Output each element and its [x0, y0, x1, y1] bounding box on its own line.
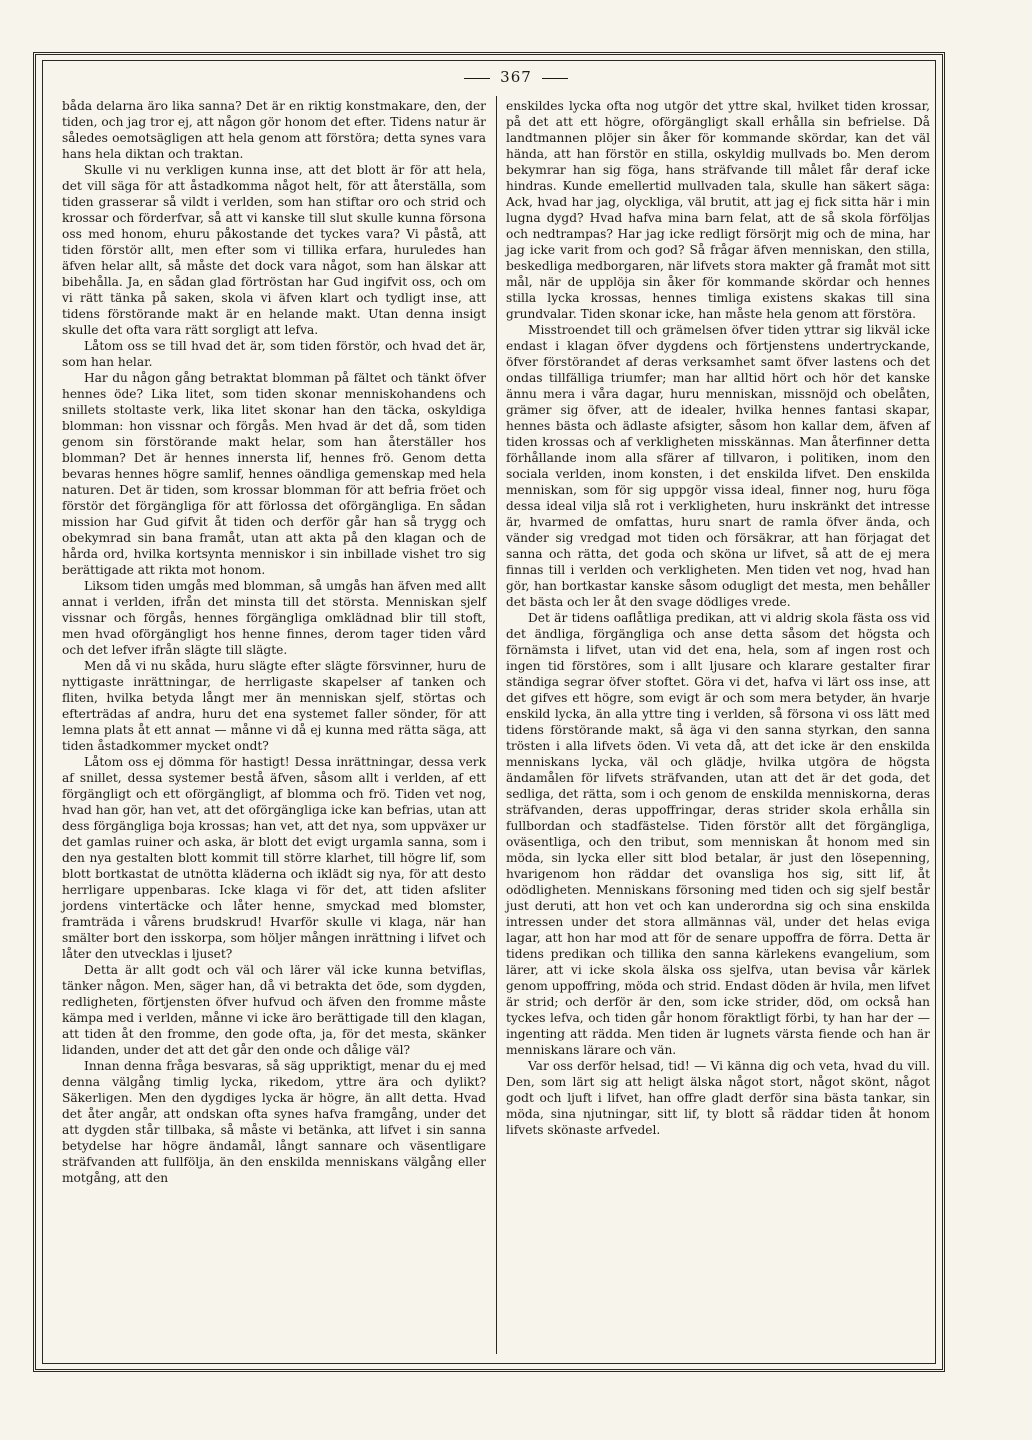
dash-left [464, 78, 490, 79]
paragraph: Var oss derför helsad, tid! — Vi känna dig och veta, hvad du vill. Den, som lärt sig att heligt älska något stort, något skönt, något godt och ljuft i lifvet, han offre gladt derför sina bästa tankar, sin möda, sina njutningar, sitt lif, ty blott så räddar tiden åt honom lifvets skönaste arfvedel. [506, 1059, 930, 1137]
paragraph: Misstroendet till och grämelsen öfver tiden yttrar sig likväl icke endast i klagan öfver dygdens och förtjenstens undertryckande, öfver förstörandet af deras verksamhet samt öfver lastens och det ondas tillfälliga triumfer; man har alltid hört och hör det kanske ännu mera i våra dagar, huru menniskan, missnöjd och obelåten, grämer sig öfver, att de idealer, hvilka hennes fantasi skapar, hennes bästa och ädlaste afsigter, såsom hon kallar dem, äfven af tiden krossas och af verkligheten misskännas. Man återfinner detta förhållande inom alla sfärer af tillvaron, i politiken, inom den sociala verlden, inom konsten, i det enskilda lifvet. Den enskilda menniskan, som för sig uppgör vissa ideal, finner nog, huru föga dessa ideal vilja slå rot i verkligheten, huru inskränkt det intresse är, hvarmed de omfattas, huru snart de ramla öfver ända, och vänder sig vredgad mot tiden och försäkrar, att han förjagat det sanna och rätta, det goda och sköna ur lifvet, så att de ej mera finnas till i verlden och verkligheten. Men tiden vet nog, hvad han gör, han bortkastar kanske såsom odugligt det mesta, men behåller det bästa och ler åt den svage dödliges vrede. [506, 323, 930, 609]
right-column [506, 98, 930, 1138]
paragraph: Innan denna fråga besvaras, så säg uppriktigt, menar du ej med denna välgång timlig lycka, rikedom, yttre ära och dylikt? Säkerligen. Men den dygdiges lycka är högre, än allt detta. Hvad det åter angår, att ondskan ofta synes hafva framgång, under det att dygden står tillbaka, så måste vi betänka, att lifvet i sin sanna betydelse har högre ändamål, långt sannare och väsentligare sträfvanden att fullfölja, än den enskilda menniskans välgång eller motgång, att den [62, 1059, 486, 1185]
paragraph: Men då vi nu skåda, huru slägte efter slägte försvinner, huru de nyttigaste inrättningar, de herrligaste skapelser af tanken och fliten, hvilka betyda långt mer än menniskan sjelf, störtas och efterträdas af andra, huru det ena systemet faller sönder, för att lemna plats åt ett annat — månne vi då ej kunna med rätta säga, att tiden åstadkommer mycket ondt? [62, 659, 486, 753]
paragraph: Liksom tiden umgås med blomman, så umgås han äfven med allt annat i verlden, ifrån det minsta till det största. Menniskan sjelf vissnar och förgås, hennes förgängliga omklädnad blir till stoft, men hvad oförgängligt hos henne finnes, derom tager tiden vård och det lefver ifrån slägte till slägte. [62, 579, 486, 657]
paragraph: Har du någon gång betraktat blomman på fältet och tänkt öfver hennes öde? Lika litet, som tiden skonar menniskohandens och snillets stoltaste verk, lika litet skonar han den täcka, oskyldiga blomman: hon vissnar och förgås. Men hvad är det då, som tiden genom sin förstörande makt helar, som han återställer hos blomman? Det är hennes innersta lif, hennes frö. Genom detta bevaras hennes högre samlif, hennes oändliga gemenskap med hela naturen. Det är tiden, som krossar blomman för att befria fröet och förstör det förgängliga för att förlossa det oförgängliga. En sådan mission har Gud gifvit åt tiden och derför går han så trygg och obekymrad sin bana framåt, utan att akta på den klagan och de hårda ord, hvilka kortsynta menniskor i sin inbillade vishet tro sig berättigade att rikta mot honom. [62, 371, 486, 577]
column-divider [496, 96, 497, 1354]
paragraph: Låtom oss ej dömma för hastigt! Dessa inrättningar, dessa verk af snillet, dessa systemer bestå äfven, såsom allt i verlden, af ett förgängligt och ett oförgängligt, af blomma och frö. Tiden vet nog, hvad han gör, han vet, att det oförgängliga icke kan befrias, utan att dess förgängliga boja krossas; han vet, att det nya, som uppväxer ur det gamlas ruiner och aska, är blott det evigt urgamla sanna, som i den nya gestalten blott kommit till större klarhet, till högre lif, som blott bortkastat de utnötta kläderna och iklädt sig nya, för att desto herrligare uppenbaras. Icke klaga vi för det, att tiden afsliter jordens vintertäcke och låter henne, smyckad med blomster, framträda i vårens brudskrud! Hvarför skulle vi klaga, när han smälter bort den isskorpa, som höljer mången inrättning i lifvet och låter den utvecklas i ljuset? [62, 755, 486, 961]
page-number-value: 367 [500, 68, 532, 86]
page-number [0, 68, 1032, 86]
paragraph: enskildes lycka ofta nog utgör det yttre skal, hvilket tiden krossar, på det att ett högre, oförgängligt skall erhålla sin befrielse. Då landtmannen plöjer sin åker för kommande skördar, kan det väl hända, att han förstör en stilla, oskyldig mullvads bo. Men derom bekymrar han sig föga, hans sträfvande till målet får deraf icke hindras. Kunde emellertid mullvaden tala, skulle han säkert säga: Ack, hvad har jag, olyckliga, väl brutit, att jag ej fick sitta här i min lugna dygd? Hvad hafva mina barn felat, att de så skola förföljas och nedtrampas? Har jag icke redligt försörjt mig och de mina, har jag icke varit from och god? Så frågar äfven menniskan, den stilla, beskedliga medborgaren, när lifvets stora makter gå framåt mot sitt mål, när de upplöja sin åker för kommande skördar och hennes stilla lycka krossas, hennes timliga existens skakas till sina grundvalar. Tiden skonar icke, han måste hela genom att förstöra. [506, 99, 930, 321]
paragraph: Låtom oss se till hvad det är, som tiden förstör, och hvad det är, som han helar. [62, 339, 486, 369]
paragraph: Skulle vi nu verkligen kunna inse, att det blott är för att hela, det vill säga för att åstadkomma något helt, för att återställa, som tiden grasserar så vildt i verlden, som han stiftar oro och strid och krossar och förderfvar, så att vi kanske till slut skulle kunna försona oss med honom, ehuru påkostande det tyckes vara? Vi påstå, att tiden förstör allt, men efter som vi tillika erfara, huruledes han äfven helar allt, så måste det dock vara något, som han älskar att bibehålla. Ja, en sådan glad förtröstan har Gud ingifvit oss, och om vi rätt tänka på saken, skola vi äfven klart och tydligt inse, att tidens förstörande makt är en helande makt. Utan denna insigt skulle det ofta vara rätt sorgligt att lefva. [62, 163, 486, 337]
left-column [62, 98, 486, 1186]
paragraph: Detta är allt godt och väl och lärer väl icke kunna betviflas, tänker någon. Men, säger han, då vi betrakta det öde, som dygden, redligheten, förtjensten öfver hufvud och äfven den fromme måste kämpa med i verlden, månne vi icke äro berättigade till den klagan, att tiden åt den fromme, den gode ofta, ja, för det mesta, skänker lidanden, under det att det går den onde och dålige väl? [62, 963, 486, 1057]
paragraph: Det är tidens oaflåtliga predikan, att vi aldrig skola fästa oss vid det ändliga, förgängliga och anse detta såsom det högsta och förnämsta i lifvet, utan vid det ena, hela, som af ingen rost och ingen tid förstöres, som i allt ljusare och klarare gestalter firar ständiga segrar öfver stoftet. Göra vi det, hafva vi lärt oss inse, att det gifves ett högre, som evigt är och som mera betyder, än hvarje enskild lycka, än alla yttre ting i verlden, så försona vi oss lätt med tidens förstörande makt, så äga vi den sanna styrkan, den sanna trösten i alla lifvets öden. Vi veta då, att det icke är den enskilda menniskans lycka, väl och glädje, hvilka utgöra de högsta ändamålen för lifvets sträfvanden, utan att det är det goda, det sedliga, det rätta, som i och genom de enskilda menniskorna, deras sträfvanden, deras uppoffringar, deras strider skola erhålla sin fullbordan och stadfästelse. Tiden förstör allt det förgängliga, oväsentliga, och den tribut, som menniskan åt honom med sin möda, sin lycka eller sitt blod betalar, är just den lösepenning, hvarigenom hon räddar det ovansliga hos sig, sitt lif, åt odödligheten. Menniskans försoning med tiden och sig sjelf består just deruti, att hon vet och kan underordna sig och sina enskilda intressen under det stora allmännas väl, under det helas eviga lagar, att hon har mod att för de senare uppoffra de förra. Detta är tidens predikan och tillika den sanna kärlekens evangelium, som lärer, att vi icke skola älska oss sjelfva, utan bevisa vår kärlek genom uppoffring, möda och strid. Endast döden är hvila, men lifvet är strid; och derför är den, som icke strider, död, om också han tyckes lefva, och tiden går honom föraktligt förbi, ty han har der — ingenting att rädda. Men tiden är lugnets värsta fiende och han är menniskans lärare och vän. [506, 611, 930, 1057]
paragraph: båda delarna äro lika sanna? Det är en riktig konstmakare, den, der tiden, och jag tror ej, att någon gör honom det efter. Tidens natur är således oemotsägligen att hela genom att förstöra; detta synes vara hans hela diktan och traktan. [62, 99, 486, 161]
dash-right [542, 78, 568, 79]
